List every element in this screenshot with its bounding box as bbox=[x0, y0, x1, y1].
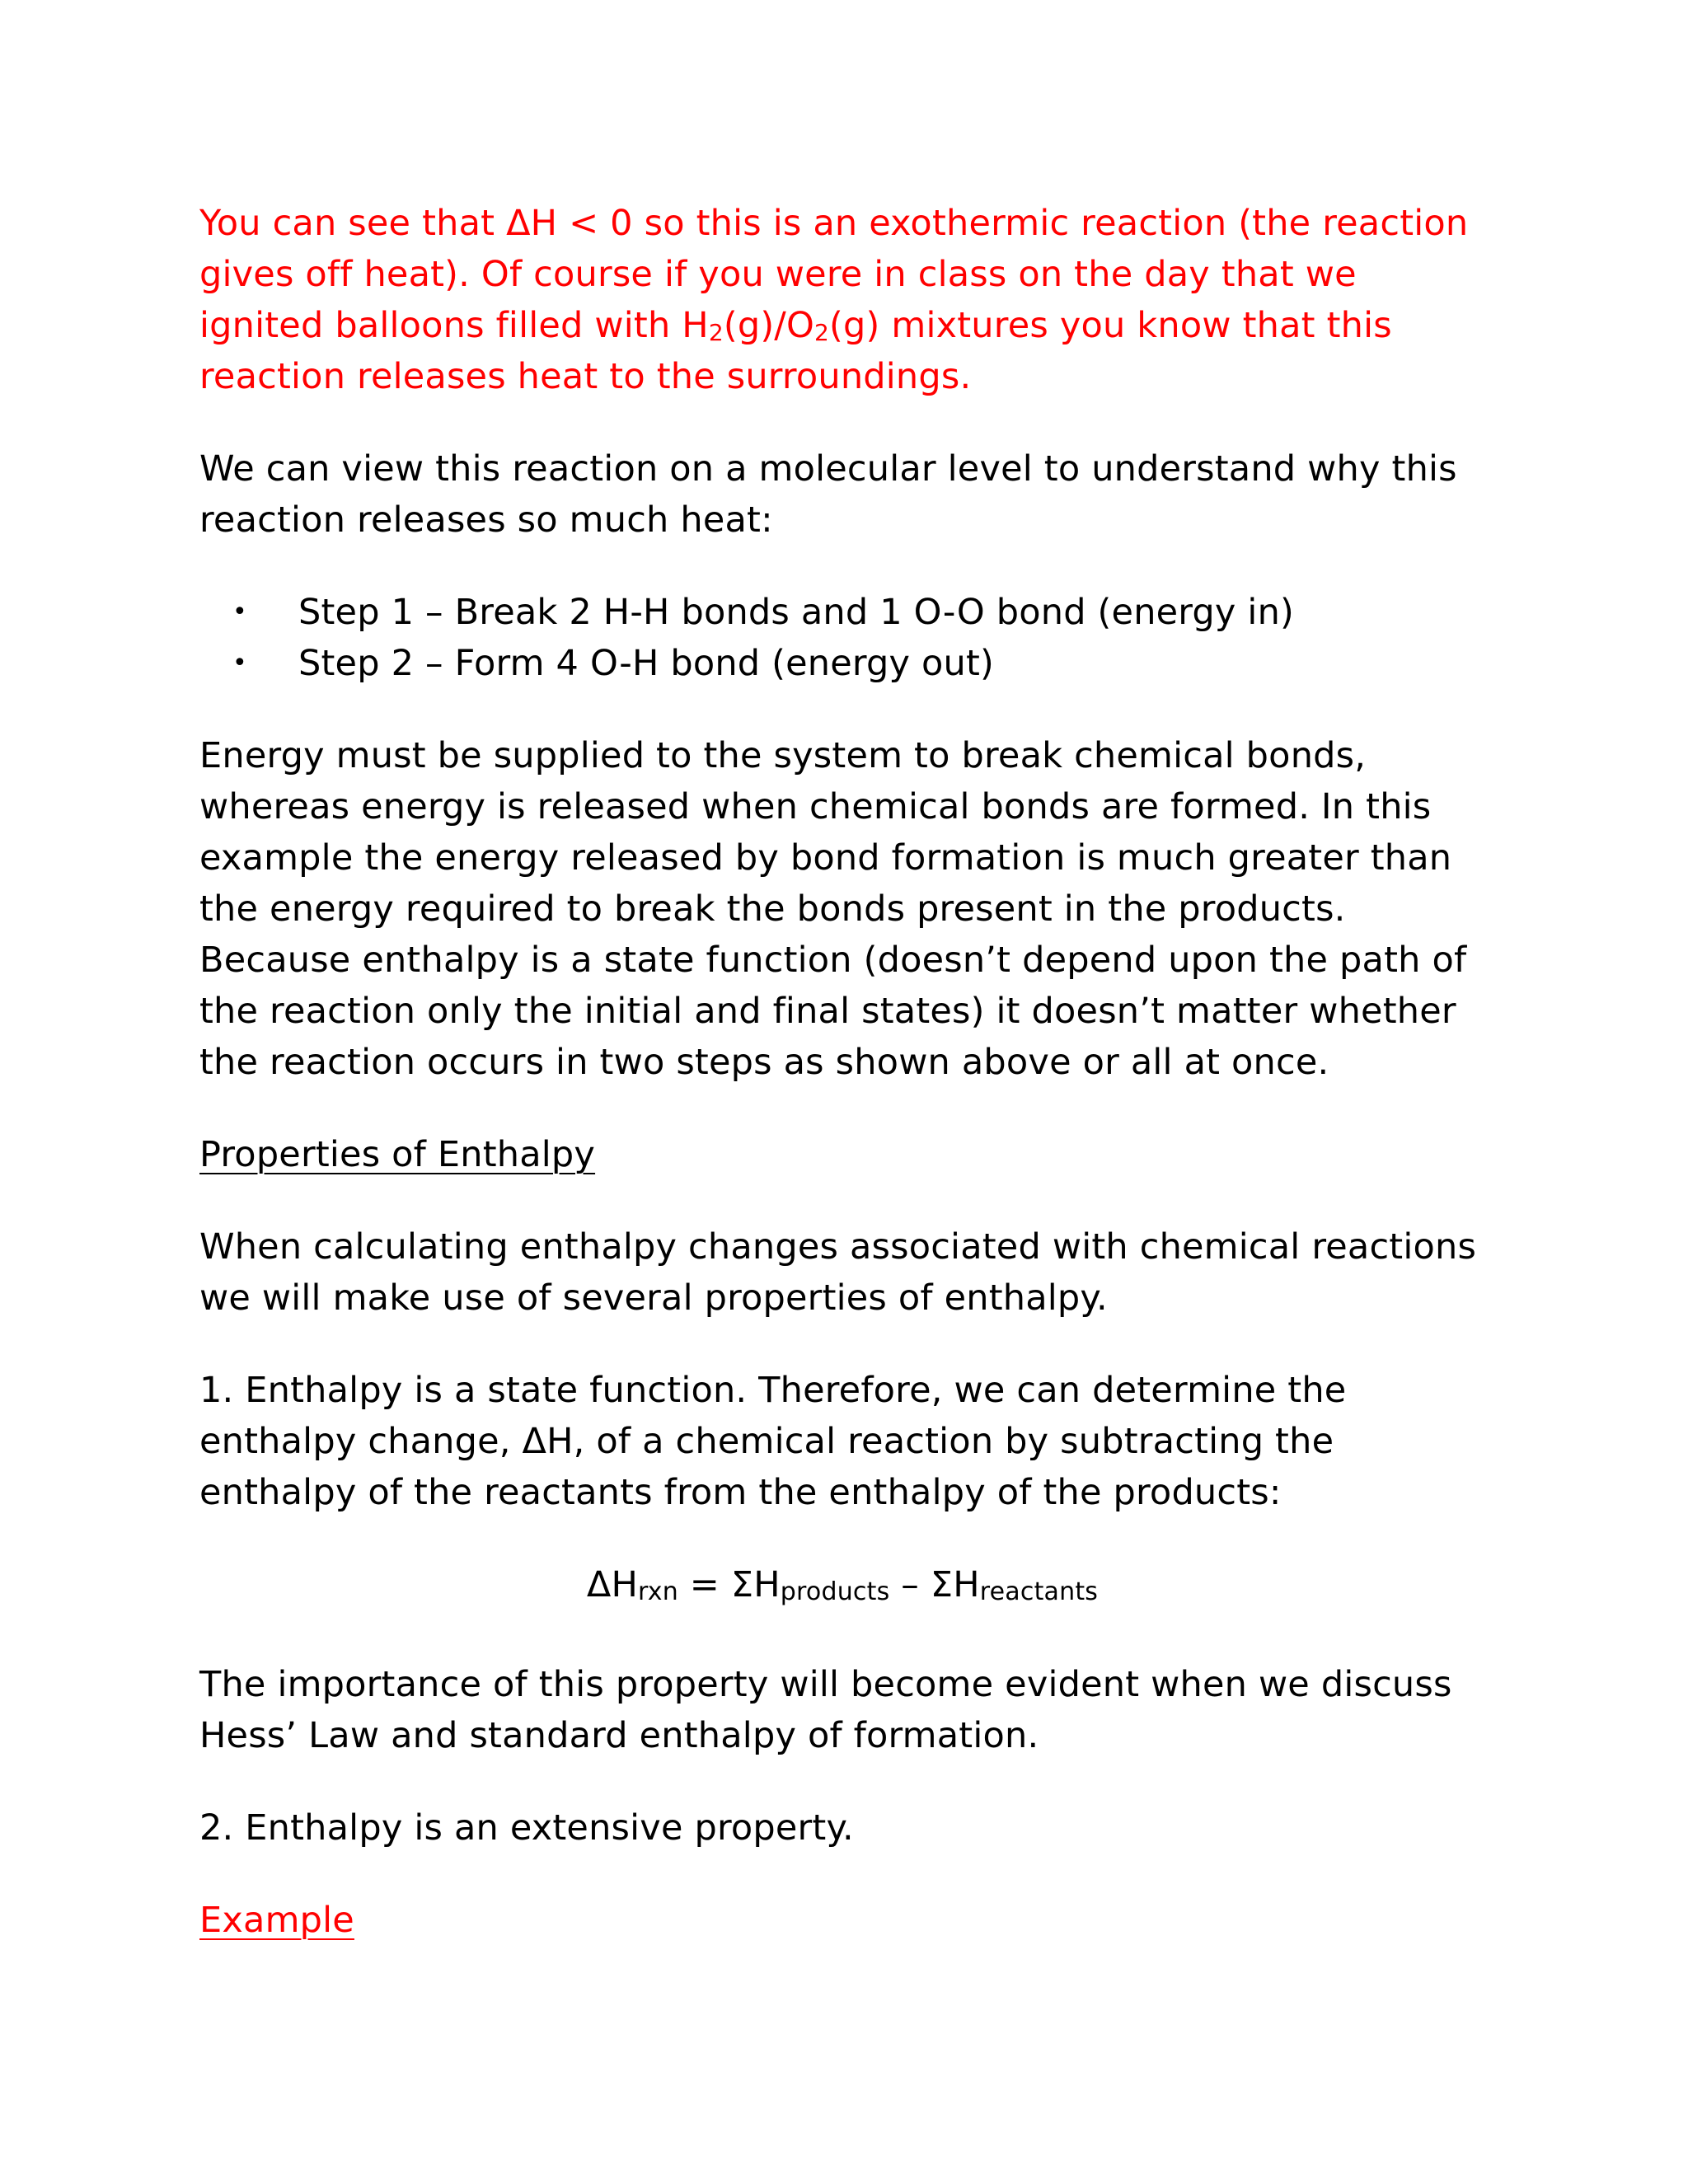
step-text: Step 2 – Form 4 O-H bond (energy out) bbox=[298, 643, 995, 684]
energy-paragraph: Energy must be supplied to the system to break chemical bonds, whereas energy is released when chemical bonds are formed. In this example the energy released by bond formation is much greater than the energy required to break the bonds present in the products. Because enthalpy is a state function (doesn’t depend upon the path of the reaction only the initial and final states) it doesn’t matter whether the reaction occurs in two steps as shown above or all at once. bbox=[199, 735, 1467, 1083]
bullet-icon: • bbox=[232, 598, 247, 626]
importance-paragraph: The importance of this property will become evident when we discuss Hess’ Law and standard enthalpy of formation. bbox=[199, 1664, 1452, 1756]
intro-text-2: (g)/O bbox=[723, 305, 815, 346]
step-text: Step 1 – Break 2 H-H bonds and 1 O-O bond (energy in) bbox=[298, 592, 1295, 633]
intro-text-1: You can see that ΔH < 0 so this is an exothermic reaction (the reaction gives off heat). Of course if you were in class on the day that we ignited balloons filled with H bbox=[199, 203, 1469, 346]
intro-text-3: (g) mixtures you know that this reaction releases heat to the surroundings. bbox=[199, 305, 1392, 397]
steps-list bbox=[199, 587, 1485, 689]
molecular-view-paragraph: We can view this reaction on a molecular level to understand why this reaction releases so much heat: bbox=[199, 448, 1457, 541]
intro-subscript-2: 2 bbox=[814, 319, 830, 346]
properties-heading: Properties of Enthalpy bbox=[199, 1134, 596, 1175]
equation-equals: = bbox=[678, 1564, 731, 1605]
intro-paragraph bbox=[199, 198, 1485, 402]
list-item bbox=[199, 638, 1485, 689]
equation-lhs-subscript: rxn bbox=[638, 1577, 678, 1606]
intro-subscript-1: 2 bbox=[708, 319, 724, 346]
example-heading: Example bbox=[199, 1900, 354, 1941]
bullet-icon: • bbox=[232, 649, 247, 677]
equation-reactants-subscript: reactants bbox=[979, 1577, 1099, 1606]
equation-sum-reactants: ΣH bbox=[930, 1564, 980, 1605]
enthalpy-equation bbox=[199, 1559, 1485, 1618]
properties-intro-paragraph: When calculating enthalpy changes associated with chemical reactions we will make use of several properties of enthalpy. bbox=[199, 1226, 1477, 1319]
equation-minus: – bbox=[889, 1564, 931, 1605]
list-item bbox=[199, 587, 1485, 638]
equation-products-subscript: products bbox=[780, 1577, 890, 1606]
property-1-paragraph: 1. Enthalpy is a state function. Therefore, we can determine the enthalpy change, ΔH, of a chemical reaction by subtracting the enthalpy of the reactants from the enthalpy of the products: bbox=[199, 1370, 1347, 1513]
document-page bbox=[199, 198, 1485, 1987]
equation-sum-products: ΣH bbox=[730, 1564, 781, 1605]
equation-lhs: ΔH bbox=[586, 1564, 639, 1605]
property-2-paragraph: 2. Enthalpy is an extensive property. bbox=[199, 1807, 854, 1849]
